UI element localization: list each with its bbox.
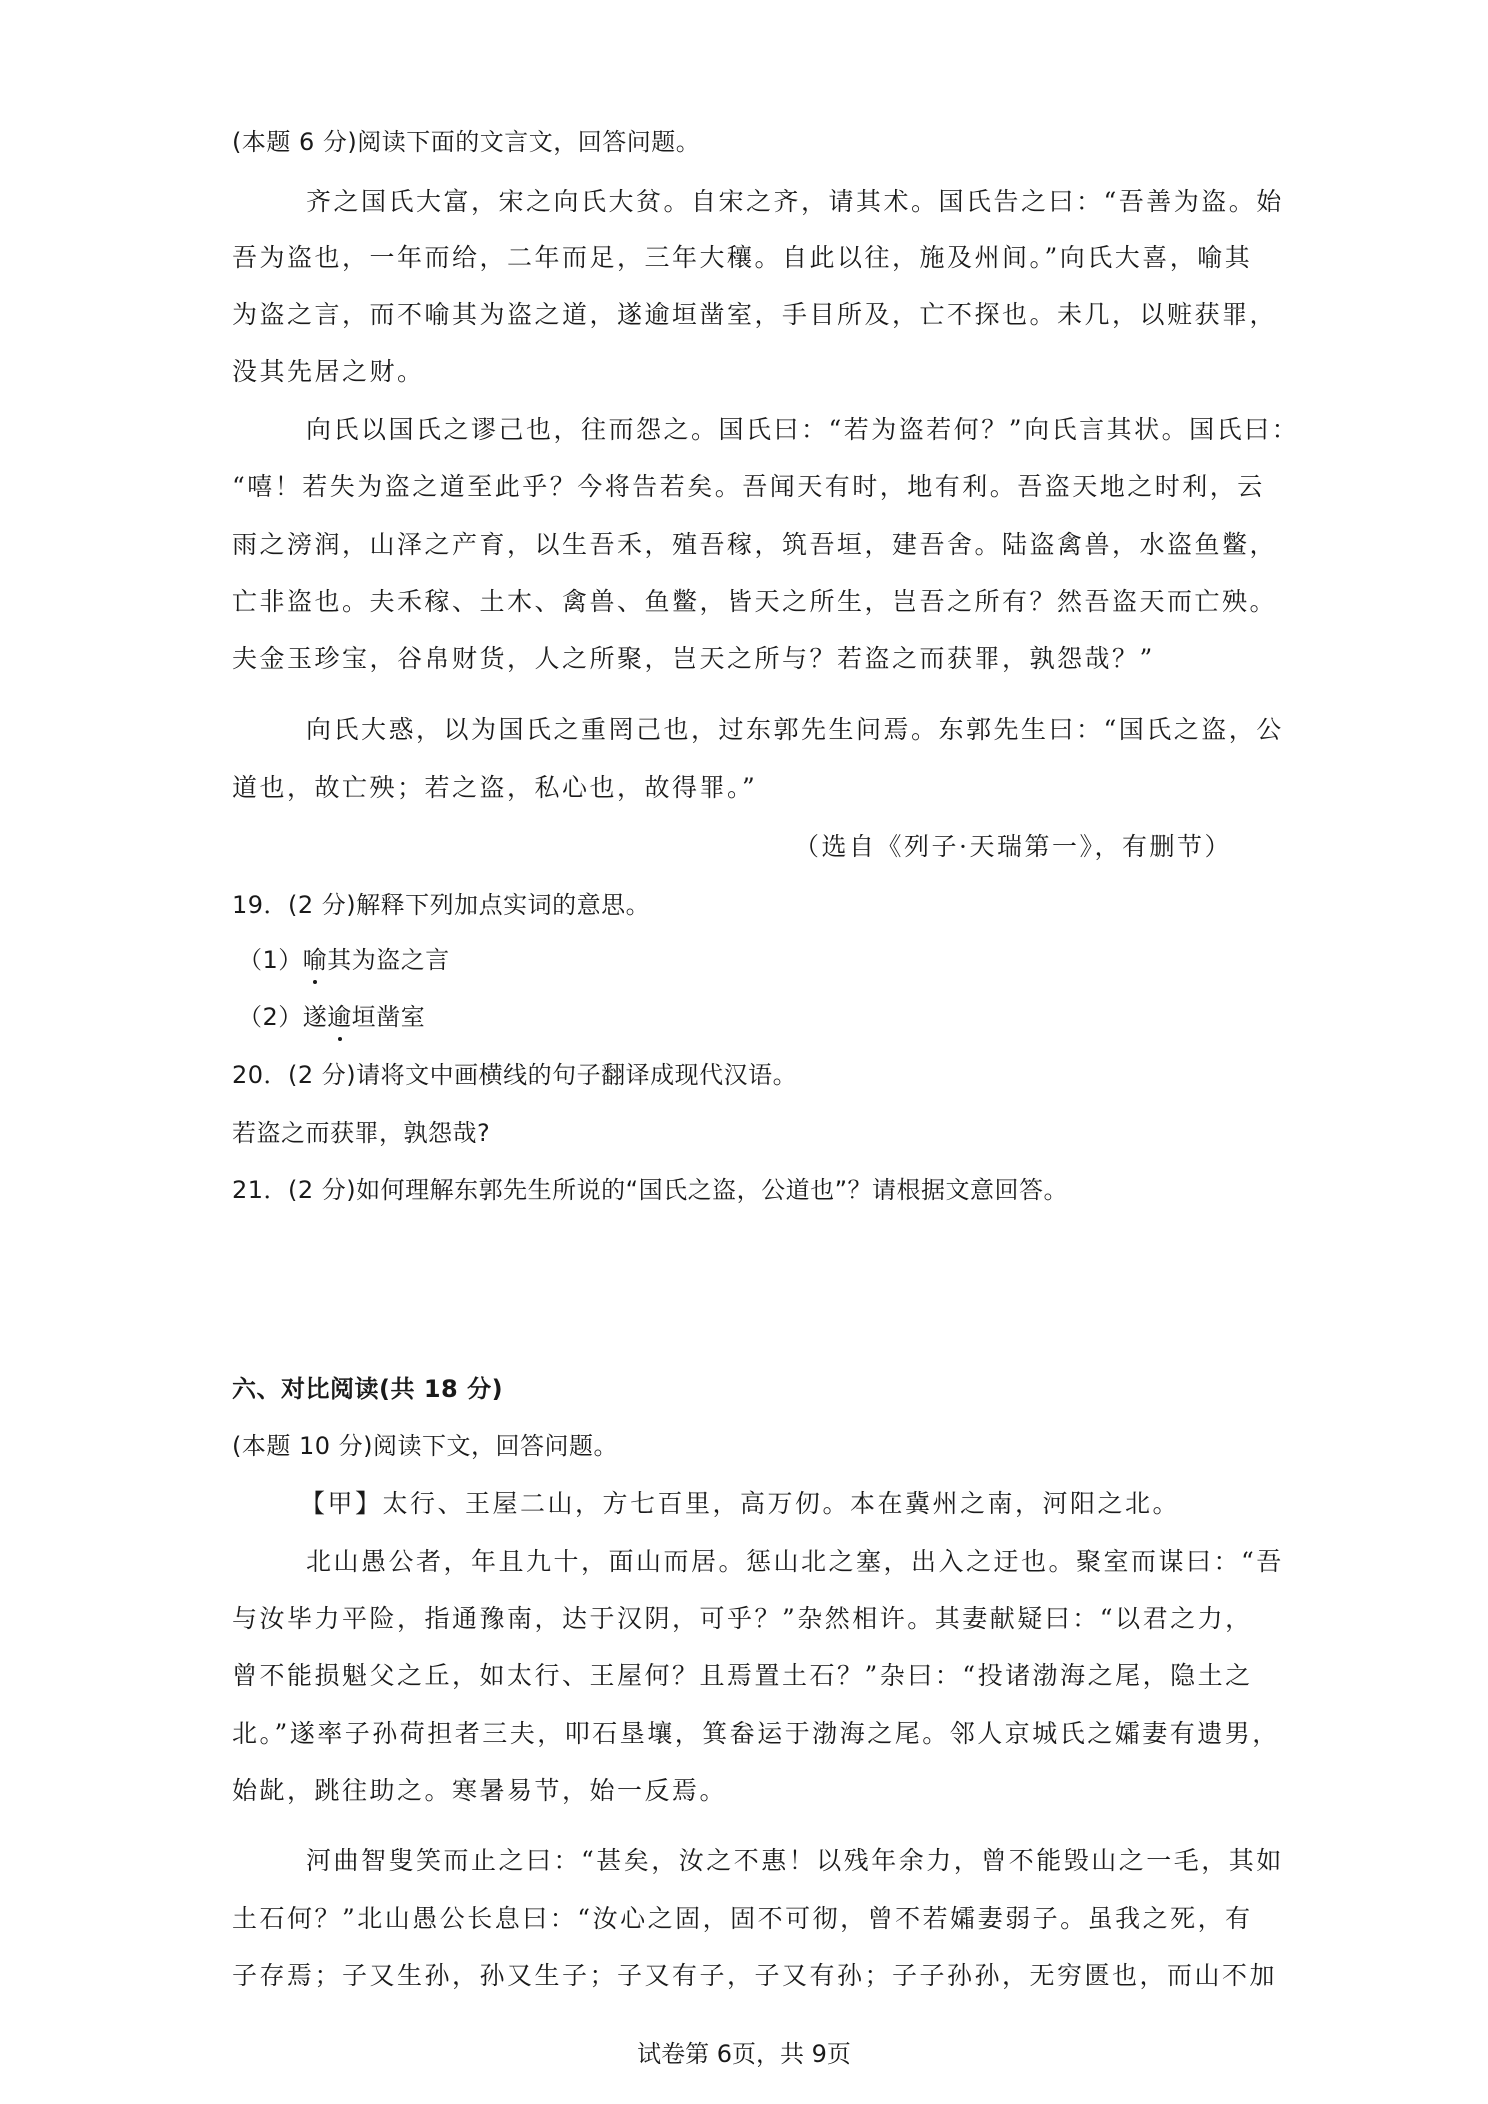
passage-line: 夫金玉珍宝，谷帛财货，人之所聚，岂天之所与？若盗之而获罪，孰怨哉？” xyxy=(232,644,1155,673)
section6-intro: (本题 10 分)阅读下文，回答问题。 xyxy=(232,1432,619,1460)
item-prefix: （1） xyxy=(238,946,303,974)
question-19: 19．(2 分)解释下列加点实词的意思。 xyxy=(232,891,651,919)
passage-line: 北。”遂率子孙荷担者三夫，叩石垦壤，箕畚运于渤海之尾。邻人京城氏之孀妻有遗男， xyxy=(232,1719,1280,1748)
question-19-item-2 xyxy=(238,999,425,1035)
question-21: 21．(2 分)如何理解东郭先生所说的“国氏之盗，公道也”？请根据文意回答。 xyxy=(232,1176,1069,1204)
passage-line: 始龀，跳往助之。寒暑易节，始一反焉。 xyxy=(232,1776,728,1805)
passage-line: 北山愚公者，年且九十，面山而居。惩山北之塞，出入之迂也。聚室而谋曰：“吾 xyxy=(306,1547,1284,1576)
item-prefix: （2）遂 xyxy=(238,1003,328,1031)
passage-line: 道也，故亡殃；若之盗，私心也，故得罪。” xyxy=(232,773,758,802)
passage-line: “嘻！若失为盗之道至此乎？今将告若矣。吾闻天有时，地有利。吾盗天地之时利，云 xyxy=(232,472,1265,501)
question-20-sentence: 若盗之而获罪，孰怨哉? xyxy=(232,1119,491,1147)
dotted-word: 喻 xyxy=(303,942,328,978)
question-19-item-1 xyxy=(238,942,450,978)
page-footer: 试卷第 6页，共 9页 xyxy=(637,2040,851,2068)
passage-line: 与汝毕力平险，指通豫南，达于汉阴，可乎？”杂然相许。其妻献疑曰：“以君之力， xyxy=(232,1604,1253,1633)
passage-line: 曾不能损魁父之丘，如太行、王屋何？且焉置土石？”杂曰：“投诸渤海之尾，隐土之 xyxy=(232,1661,1253,1690)
passage-line: 吾为盗也，一年而给，二年而足，三年大穰。自此以往，施及州间。”向氏大喜，喻其 xyxy=(232,243,1253,272)
question-20: 20．(2 分)请将文中画横线的句子翻译成现代汉语。 xyxy=(232,1061,798,1089)
dotted-word: 逾 xyxy=(327,999,352,1035)
section6-heading: 六、对比阅读(共 18 分) xyxy=(232,1375,504,1403)
passage-line: 齐之国氏大富，宋之向氏大贫。自宋之齐，请其术。国氏告之曰：“吾善为盗。始 xyxy=(306,187,1284,216)
passage-line: 亡非盗也。夫禾稼、土木、禽兽、鱼鳖，皆天之所生，岂吾之所有？然吾盗天而亡殃。 xyxy=(232,587,1278,616)
item-rest: 垣凿室 xyxy=(351,1003,426,1031)
source-citation: （选自《列子·天瑞第一》，有删节） xyxy=(794,832,1232,861)
section5-intro: (本题 6 分)阅读下面的文言文，回答问题。 xyxy=(232,128,701,156)
passage-line: 子存焉；子又生孙，孙又生子；子又有子，子又有孙；子子孙孙，无穷匮也，而山不加 xyxy=(232,1961,1278,1990)
passage-line: 雨之滂润，山泽之产育，以生吾禾，殖吾稼，筑吾垣，建吾舍。陆盗禽兽，水盗鱼鳖， xyxy=(232,530,1278,559)
passage-line: 河曲智叟笑而止之曰：“甚矣，汝之不惠！以残年余力，曾不能毁山之一毛，其如 xyxy=(306,1846,1284,1875)
passage-line: 土石何？”北山愚公长息曰：“汝心之固，固不可彻，曾不若孀妻弱子。虽我之死，有 xyxy=(232,1904,1253,1933)
passage-line: 【甲】太行、王屋二山，方七百里，高万仞。本在冀州之南，河阳之北。 xyxy=(300,1489,1181,1518)
passage-line: 为盗之言，而不喻其为盗之道，遂逾垣凿室，手目所及，亡不探也。未几，以赃获罪， xyxy=(232,300,1278,329)
passage-line: 向氏以国氏之谬己也，往而怨之。国氏曰：“若为盗若何？”向氏言其状。国氏曰： xyxy=(306,415,1300,444)
item-rest: 其为盗之言 xyxy=(327,946,450,974)
passage-line: 向氏大惑，以为国氏之重罔己也，过东郭先生问焉。东郭先生曰：“国氏之盗，公 xyxy=(306,715,1284,744)
passage-line: 没其先居之财。 xyxy=(232,357,425,386)
